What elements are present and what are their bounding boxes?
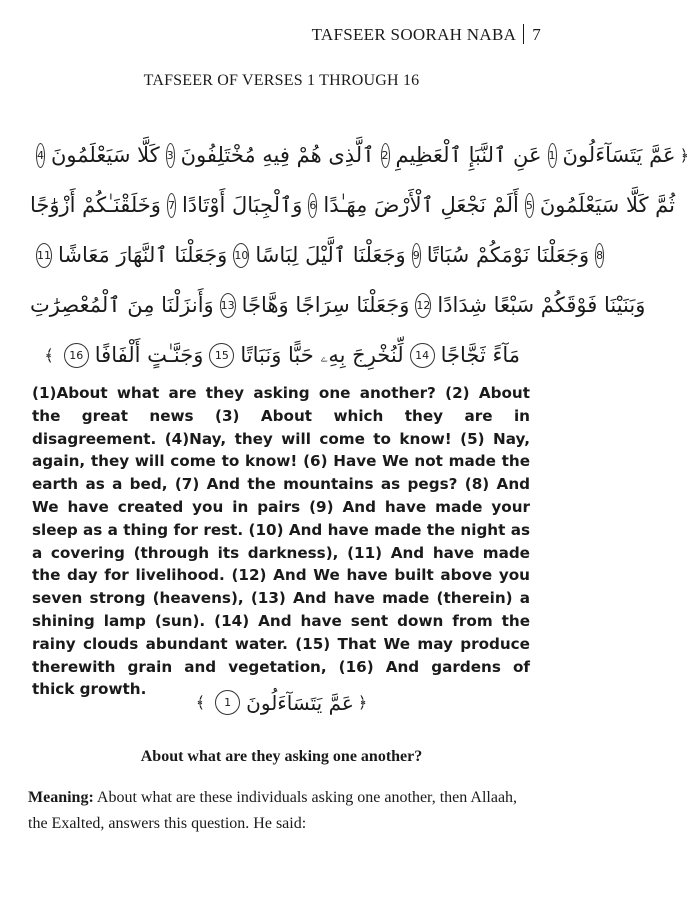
- arabic-line: [30, 135, 689, 175]
- arabic-verses-block: [30, 135, 689, 385]
- verse-text: وَٱلْجِبَالَ أَوْتَادًا: [181, 193, 303, 217]
- verse-number-marker: 2: [381, 143, 390, 168]
- verse-text: وَجَعَلْنَا سِرَاجًا وَهَّاجًا: [241, 293, 410, 317]
- verse-number-marker: 8: [595, 243, 604, 268]
- ornament-open: ﴿: [679, 145, 689, 165]
- verse-text: وَجَعَلْنَا ٱلنَّهَارَ مَعَاشًا: [58, 243, 228, 267]
- page-number: 7: [532, 25, 541, 44]
- arabic-verse-one: [0, 690, 563, 715]
- verse-text: ٱلَّذِى هُمْ فِيهِ مُخْتَلِفُونَ: [180, 143, 375, 167]
- verse-number-marker: 10: [233, 243, 249, 268]
- ornament-close: ﴾: [44, 345, 54, 365]
- verse-number-marker: 13: [220, 293, 236, 318]
- verse-number-marker: 12: [415, 293, 431, 318]
- verse-number-marker: 1: [215, 690, 240, 715]
- running-header: [312, 24, 541, 45]
- verse-text: ثُمَّ كَلَّا سَيَعْلَمُونَ: [539, 193, 675, 217]
- verse-number-marker: 5: [525, 193, 534, 218]
- verse-number-marker: 11: [36, 243, 52, 268]
- sub-heading: About what are they asking one another?: [140, 748, 423, 765]
- ornament-close: ﴾: [195, 693, 206, 712]
- verse-text: وَبَنَيْنَا فَوْقَكُمْ سَبْعًا شِدَادًا: [437, 293, 646, 317]
- section-heading: TAFSEER OF VERSES 1 THROUGH 16: [143, 72, 420, 89]
- verse-number-marker: 1: [548, 143, 557, 168]
- arabic-line: [30, 235, 604, 275]
- meaning-text: About what are these individuals asking one another, then Allaah, the Exalted, answers this question. He said:: [28, 789, 518, 832]
- translation-paragraph: (1)About what are they asking one another? (2) About the great news (3) About which they are in disagreement. (4)Nay, they will come to know! (5) Nay, again, they will come to know! (6) Have We not made the earth as a bed, (7) And the mountains as pegs? (8) And We have created you in pairs (9) And have made your sleep as a thing for rest. (10) And have made the night as a covering (through its darkness), (11) And have made the day for livelihood. (12) And We have built above you seven strong (heavens), (13) And have made (therein) a shining lamp (sun). (14) And have sent down from the rainy clouds abundant water. (15) That We may produce therewith grain and vegetation, (16) And gardens of thick growth.: [32, 384, 530, 699]
- verse-number-marker: 15: [209, 343, 234, 368]
- verse-text: وَجَنَّـٰتٍ أَلْفَافًا: [94, 343, 204, 367]
- verse-text: عَمَّ يَتَسَآءَلُونَ: [562, 143, 676, 167]
- verse-number-marker: 16: [64, 343, 89, 368]
- verse-number-marker: 4: [36, 143, 45, 168]
- verse-number-marker: 6: [308, 193, 317, 218]
- verse-number-marker: 7: [167, 193, 176, 218]
- verse-text: وَأَنزَلْنَا مِنَ ٱلْمُعْصِرَٰتِ: [30, 293, 214, 317]
- header-divider: [523, 24, 524, 44]
- verse-text: لِّنُخْرِجَ بِهِۦ حَبًّا وَنَبَاتًا: [240, 342, 404, 367]
- meaning-label: Meaning:: [28, 789, 94, 806]
- verse-text: أَلَمْ نَجْعَلِ ٱلْأَرْضَ مِهَـٰدًا: [323, 193, 519, 217]
- ornament-open: ﴿: [357, 693, 368, 712]
- verse-text: كَلَّا سَيَعْلَمُونَ: [51, 143, 160, 167]
- verse-text: وَجَعَلْنَا نَوْمَكُمْ سُبَاتًا: [426, 243, 590, 267]
- meaning-paragraph: [28, 785, 533, 837]
- arabic-line: [30, 185, 675, 225]
- book-title: TAFSEER SOORAH NABA: [311, 25, 517, 44]
- verse-text: مَآءً ثَجَّاجًا: [440, 343, 520, 367]
- verse-text: عَمَّ يَتَسَآءَلُونَ: [246, 690, 354, 715]
- verse-text: عَنِ ٱلنَّبَإِ ٱلْعَظِيمِ: [395, 143, 542, 167]
- verse-number-marker: 9: [412, 243, 421, 268]
- verse-number-marker: 3: [166, 143, 175, 168]
- verse-number-marker: 14: [410, 343, 435, 368]
- verse-text: وَخَلَقْنَـٰكُمْ أَزْوَٰجًا: [30, 193, 161, 217]
- verse-text: وَجَعَلْنَا ٱلَّيْلَ لِبَاسًا: [255, 243, 406, 267]
- arabic-line: [30, 285, 646, 325]
- arabic-line: [30, 335, 540, 375]
